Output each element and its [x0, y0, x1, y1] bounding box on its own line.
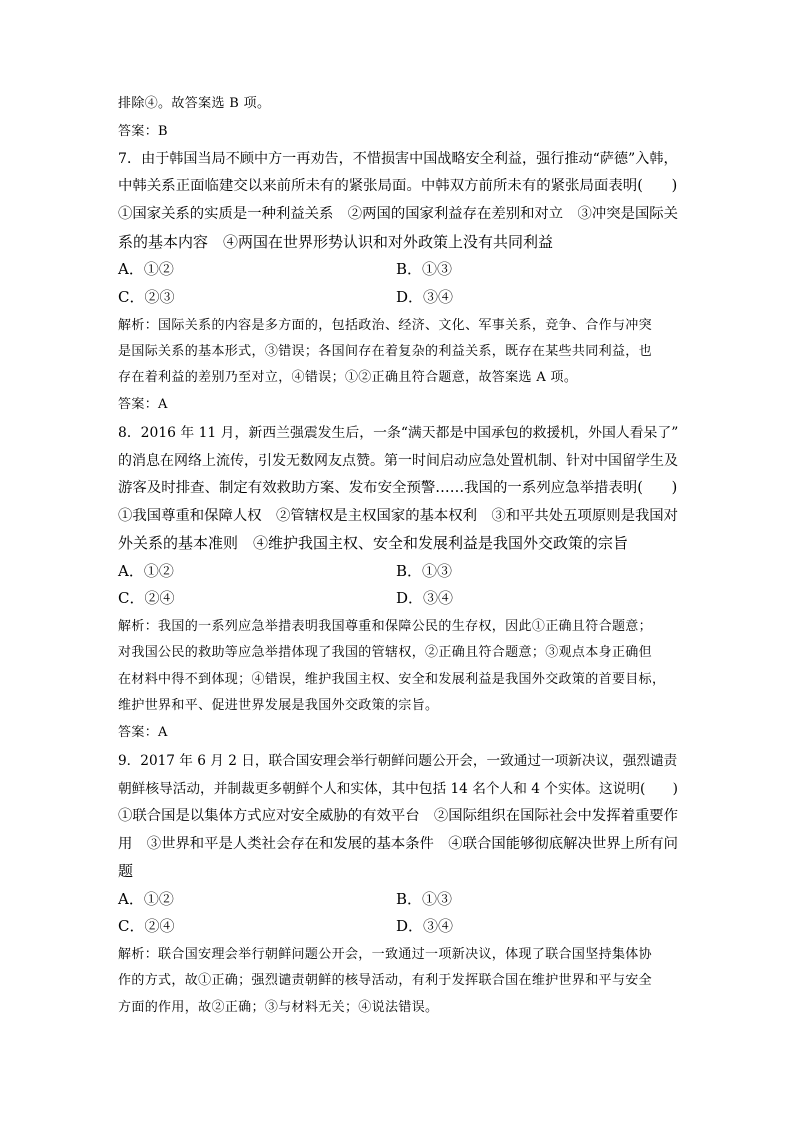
q9-option-b: B．①③: [396, 890, 453, 908]
q7-answer: 答案：A: [118, 397, 168, 412]
q7-analysis-line-3: 存在着利益的差别乃至对立，④错误；①②正确且符合题意，故答案选 A 项。: [118, 370, 578, 385]
q8-analysis-line-3: 在材料中得不到体现；④错误，维护我国主权、安全和发展利益是我国外交政策的首要目标，: [118, 672, 666, 687]
q7-option-a: A．①②: [118, 260, 174, 278]
q9-statements-line-1: ①联合国是以集体方式应对安全威胁的有效平台 ②国际组织在国际社会中发挥着重要作: [118, 808, 679, 824]
q7-stem-line-1: 7．由于韩国当局不顾中方一再劝告，不惜损害中国战略安全利益，强行推动“萨德”入韩，: [118, 151, 678, 167]
q8-analysis-line-1: 解析：我国的一系列应急举措表明我国尊重和保障公民的生存权，因此①正确且符合题意；: [118, 619, 653, 634]
q8-stem-line-3: 游客及时排查、制定有效救助方案、发布安全预警……我国的一系列应急举措表明( ): [118, 480, 678, 496]
q8-analysis-line-4: 维护世界和平、促进世界发展是我国外交政策的宗旨。: [118, 698, 439, 713]
q8-analysis-line-2: 对我国公民的救助等应急举措体现了我国的管辖权，②正确且符合题意；③观点本身正确但: [118, 645, 653, 660]
q9-statements-line-3: 题: [118, 862, 134, 880]
q8-option-a: A．①②: [118, 562, 174, 580]
q9-option-c: C．②④: [118, 917, 175, 935]
q8-option-c: C．②④: [118, 589, 175, 607]
q8-statements-line-2: 外关系的基本准则 ④维护我国主权、安全和发展利益是我国外交政策的宗旨: [118, 534, 629, 552]
q9-option-a: A．①②: [118, 890, 174, 908]
q7-option-b: B．①③: [396, 260, 453, 278]
q7-statements-line-2: 系的基本内容 ④两国在世界形势认识和对外政策上没有共同利益: [118, 233, 554, 251]
q9-stem-line-1: 9．2017 年 6 月 2 日，联合国安理会举行朝鲜问题公开会，一致通过一项新决议，强烈谴责: [118, 753, 678, 769]
q7-option-d: D．③④: [396, 288, 454, 306]
q7-analysis-line-1: 解析：国际关系的内容是多方面的，包括政治、经济、文化、军事关系，竞争、合作与冲突: [118, 318, 653, 333]
q9-analysis-line-3: 方面的作用，故②正确；③与材料无关；④说法错误。: [118, 1000, 439, 1015]
q8-statements-line-1: ①我国尊重和保障人权 ②管辖权是主权国家的基本权利 ③和平共处五项原则是我国对: [118, 508, 679, 524]
q9-analysis-line-1: 解析：联合国安理会举行朝鲜问题公开会，一致通过一项新决议，体现了联合国坚持集体协: [118, 947, 653, 962]
q7-analysis-line-2: 是国际关系的基本形式，③错误；各国间存在着复杂的利益关系，既存在某些共同利益，也: [118, 344, 653, 359]
q7-option-c: C．②③: [118, 288, 175, 306]
q7-statements-line-1: ①国家关系的实质是一种利益关系 ②两国的国家利益存在差别和对立 ③冲突是国际关: [118, 206, 679, 222]
q8-stem-line-2: 的消息在网络上流传，引发无数网友点赞。第一时间启动应急处置机制、针对中国留学生及: [118, 453, 678, 469]
q9-option-d: D．③④: [396, 917, 454, 935]
previous-answer: 答案：B: [118, 124, 168, 139]
q8-stem-line-1: 8．2016 年 11 月，新西兰强震发生后，一条“满天都是中国承包的救援机，外国人看呆了”: [118, 425, 679, 441]
q7-stem-line-2: 中韩关系正面临建交以来前所未有的紧张局面。中韩双方前所未有的紧张局面表明( ): [118, 178, 678, 194]
q8-option-d: D．③④: [396, 589, 454, 607]
q9-stem-line-2: 朝鲜核导活动，并制裁更多朝鲜个人和实体，其中包括 14 名个人和 4 个实体。这说明( ): [118, 781, 679, 797]
previous-analysis-tail: 排除④。故答案选 B 项。: [118, 96, 271, 111]
q9-statements-line-2: 用 ③世界和平是人类社会存在和发展的基本条件 ④联合国能够彻底解决世界上所有问: [118, 836, 679, 852]
q9-analysis-line-2: 作的方式，故①正确；强烈谴责朝鲜的核导活动，有利于发挥联合国在维护世界和平与安全: [118, 973, 653, 988]
q8-answer: 答案：A: [118, 725, 168, 740]
q8-option-b: B．①③: [396, 562, 453, 580]
